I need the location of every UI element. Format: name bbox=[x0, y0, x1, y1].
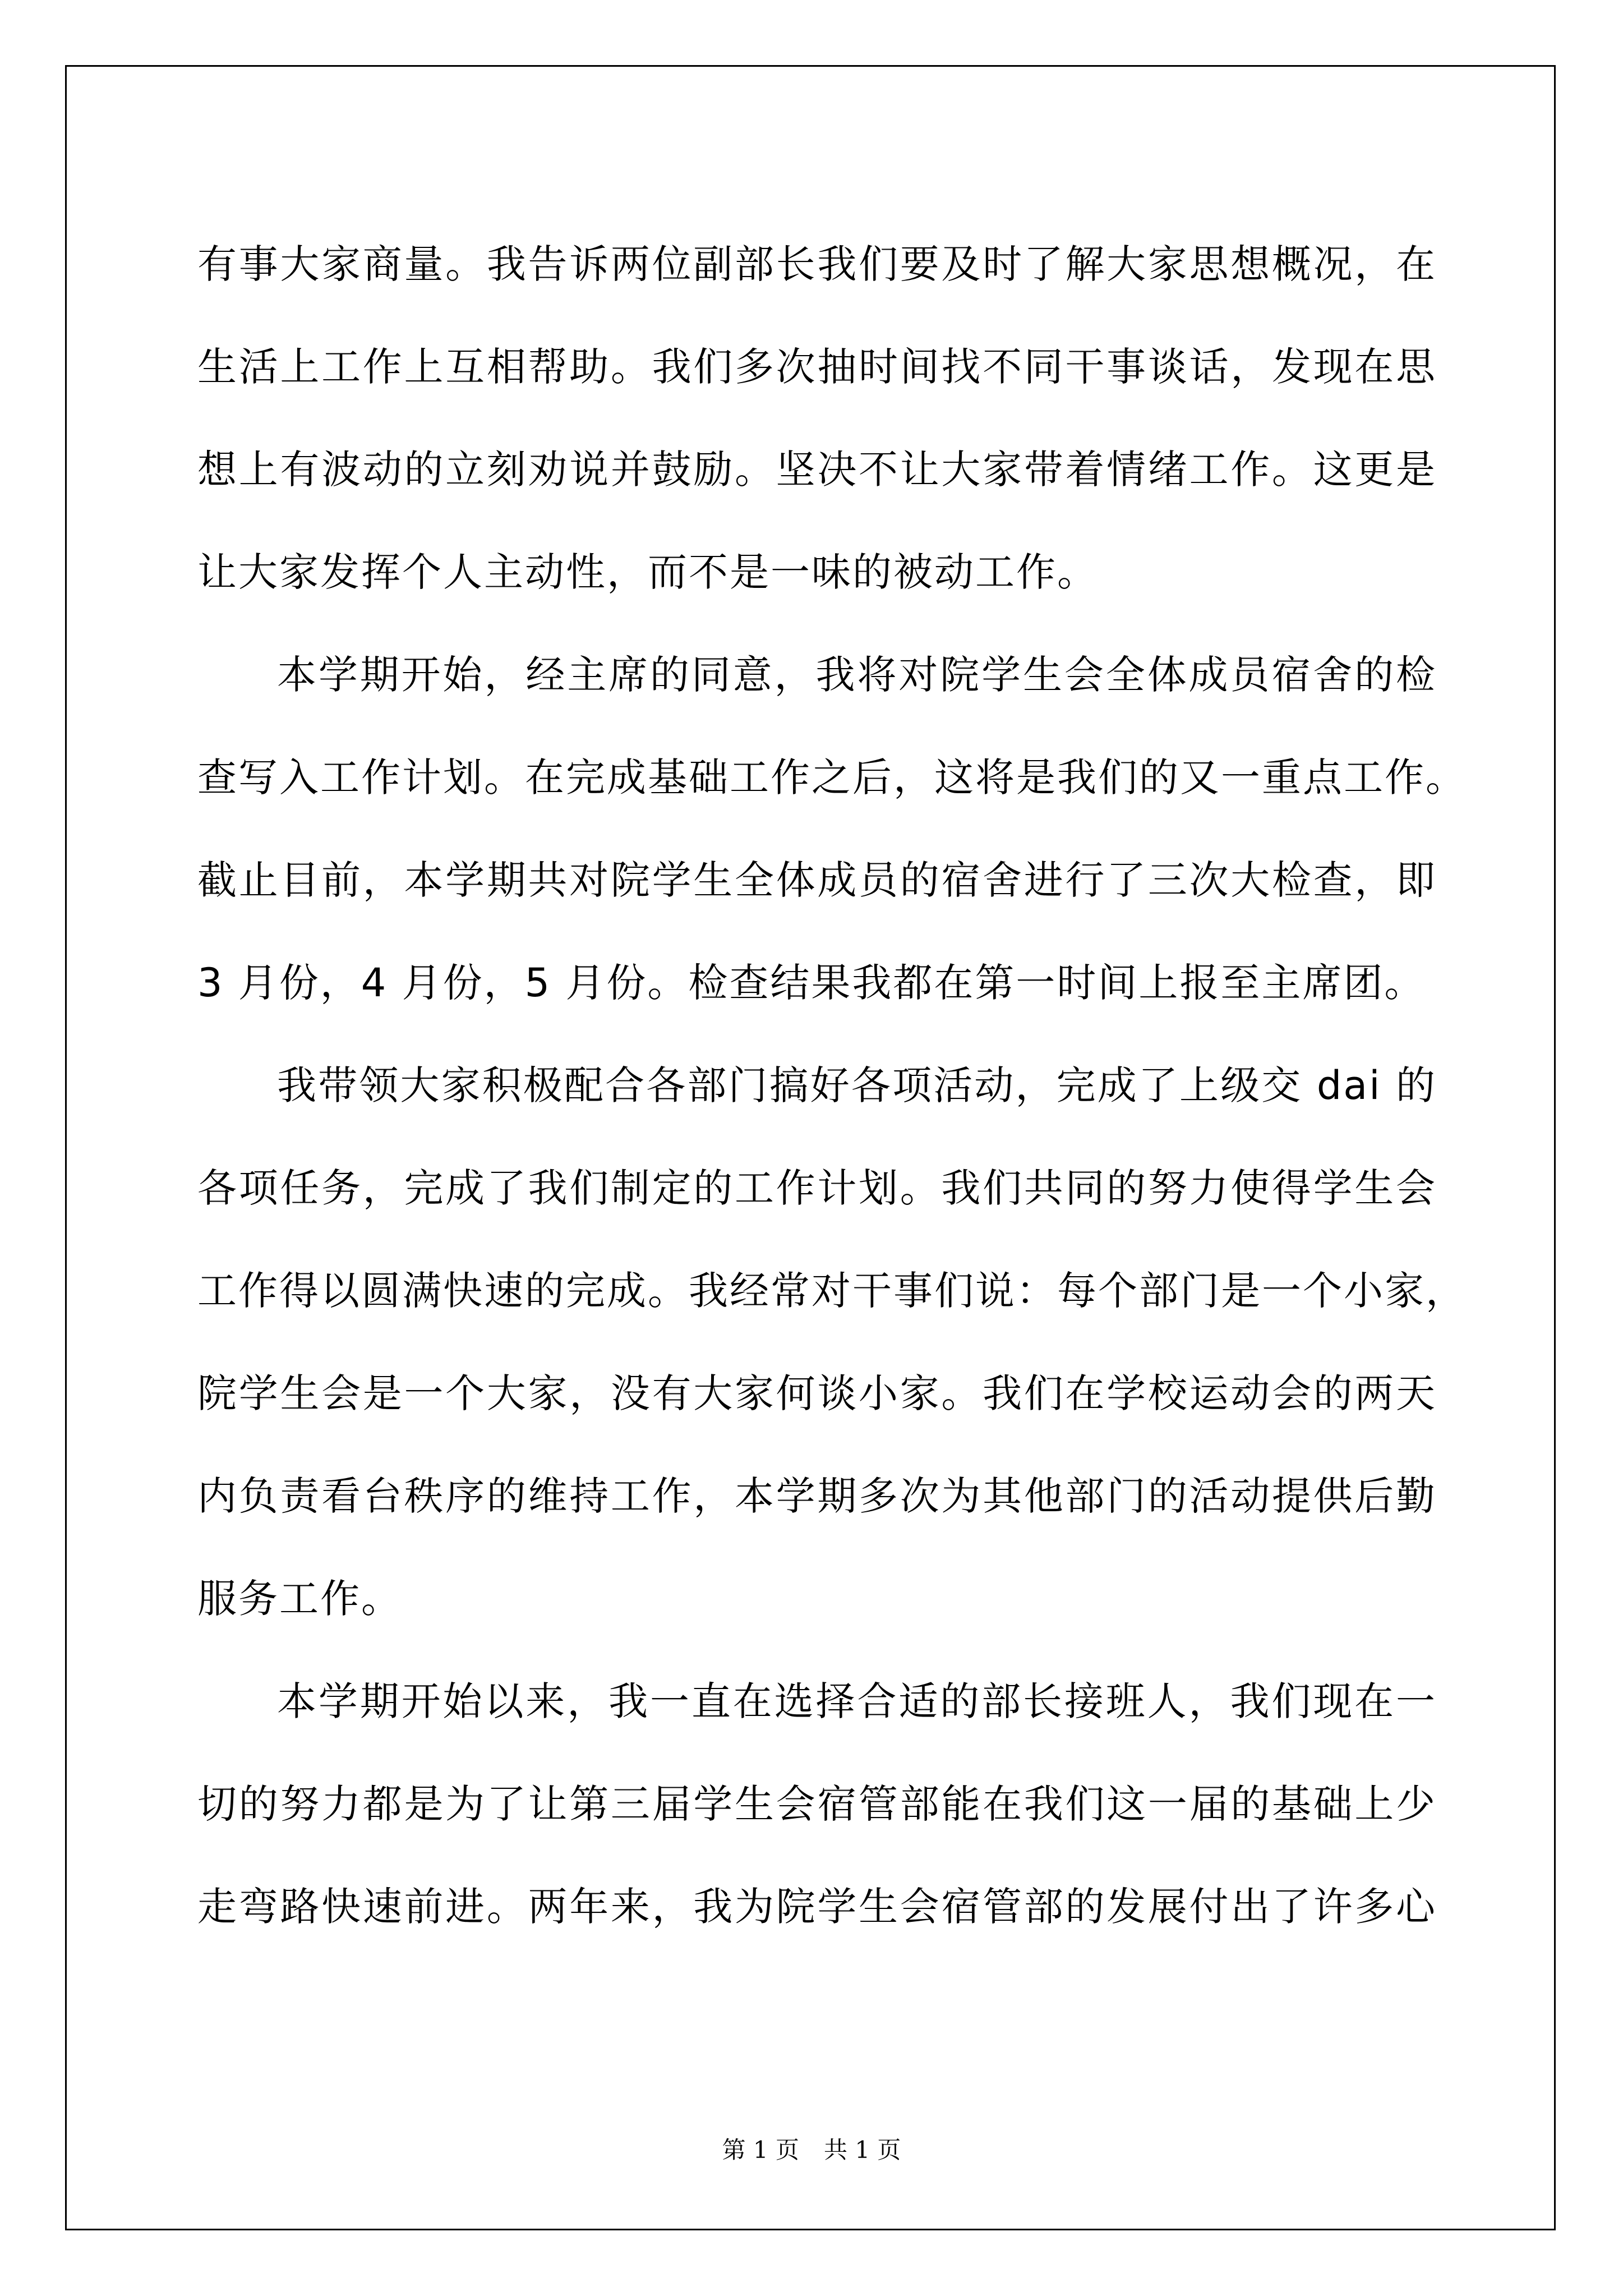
text-line: 想上有波动的立刻劝说并鼓励。坚决不让大家带着情绪工作。这更是 bbox=[197, 447, 1437, 493]
text-line: 内负责看台秩序的维持工作，本学期多次为其他部门的活动提供后勤 bbox=[197, 1473, 1437, 1519]
text-line: 本学期开始，经主席的同意，我将对院学生会全体成员宿舍的检 bbox=[277, 652, 1437, 698]
text-line: 生活上工作上互相帮助。我们多次抽时间找不同干事谈话，发现在思 bbox=[197, 344, 1437, 390]
text-line: 我带领大家积极配合各部门搞好各项活动，完成了上级交 dai 的 bbox=[277, 1062, 1437, 1108]
text-line: 有事大家商量。我告诉两位副部长我们要及时了解大家思想概况，在 bbox=[197, 241, 1437, 287]
page-total: 共 1 页 bbox=[824, 2136, 901, 2164]
document-body bbox=[197, 213, 1467, 1958]
text-line: 本学期开始以来，我一直在选择合适的部长接班人，我们现在一 bbox=[277, 1678, 1437, 1724]
page-number: 第 1 页 bbox=[722, 2136, 799, 2164]
text-line: 工作得以圆满快速的完成。我经常对干事们说：每个部门是一个小家， bbox=[197, 1268, 1467, 1314]
text-line: 切的努力都是为了让第三届学生会宿管部能在我们这一届的基础上少 bbox=[197, 1781, 1437, 1827]
text-line: 截止目前，本学期共对院学生全体成员的宿舍进行了三次大检查，即 bbox=[197, 857, 1437, 903]
text-line: 各项任务，完成了我们制定的工作计划。我们共同的努力使得学生会 bbox=[197, 1165, 1437, 1211]
text-line: 让大家发挥个人主动性，而不是一味的被动工作。 bbox=[197, 549, 1098, 595]
text-line: 走弯路快速前进。两年来，我为院学生会宿管部的发展付出了许多心 bbox=[197, 1884, 1437, 1930]
text-line: 3 月份，4 月份，5 月份。检查结果我都在第一时间上报至主席团。 bbox=[197, 960, 1426, 1006]
page-footer bbox=[0, 2132, 1623, 2165]
text-line: 服务工作。 bbox=[197, 1576, 402, 1622]
text-line: 查写入工作计划。在完成基础工作之后，这将是我们的又一重点工作。 bbox=[197, 754, 1467, 800]
text-line: 院学生会是一个大家，没有大家何谈小家。我们在学校运动会的两天 bbox=[197, 1370, 1437, 1416]
